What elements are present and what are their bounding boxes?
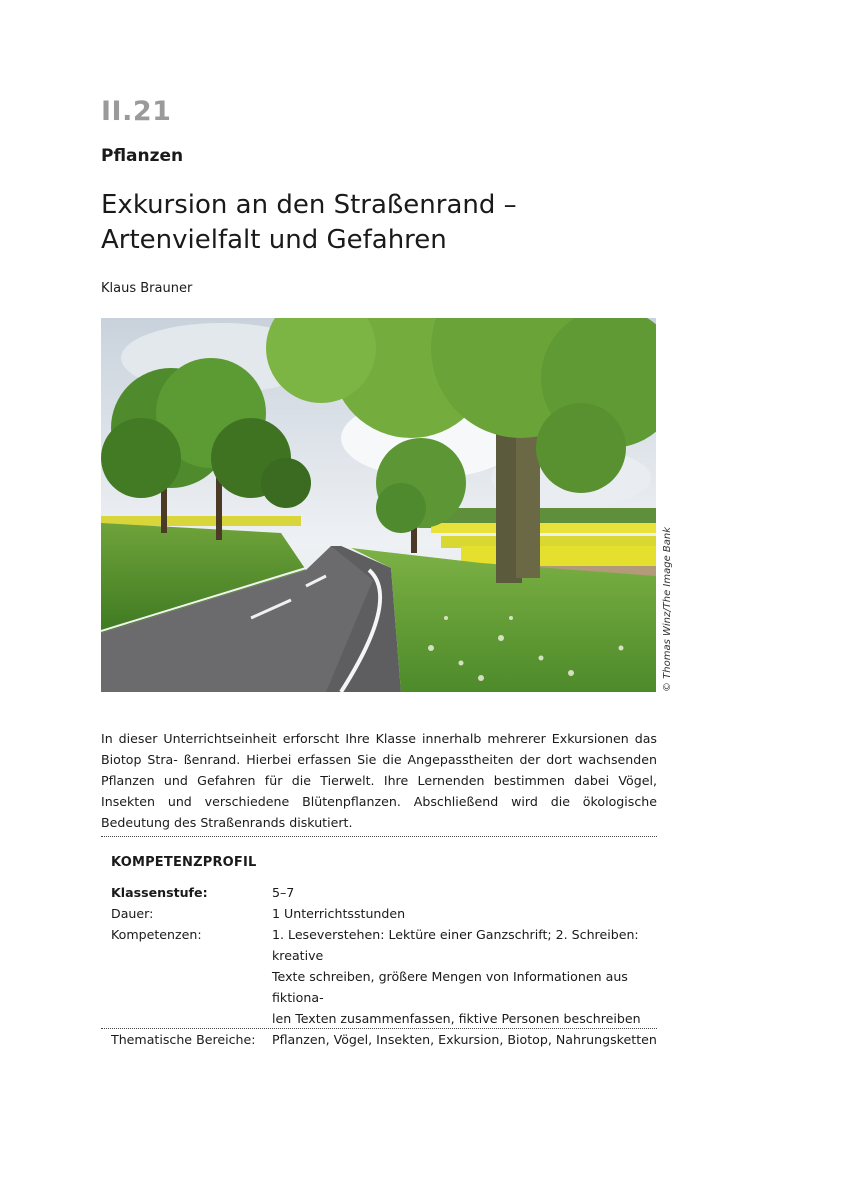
profile-value-line: Pflanzen, Vögel, Insekten, Exkursion, Biotop, Nahrungsketten	[272, 1032, 657, 1047]
profile-value-line: 5–7	[272, 885, 295, 900]
landscape-photo	[101, 318, 656, 692]
profile-value-line: Texte schreiben, größere Mengen von Informationen aus fiktiona-	[272, 969, 628, 1005]
profile-value	[272, 882, 657, 903]
profile-value-line: 1 Unterrichtsstunden	[272, 906, 406, 921]
intro-line: die Tierwelt. Ihre Lernenden bestimmen dabei Vögel, Insekten und verschiedene Blütenpflanzen.	[101, 773, 657, 809]
profile-value-line: len Texten zusammenfassen, fiktive Personen beschreiben	[272, 1011, 641, 1026]
profile-label: Klassenstufe:	[111, 885, 208, 900]
profile-heading: KOMPETENZPROFIL	[111, 855, 257, 870]
profile-value	[272, 924, 657, 1029]
profile-row	[111, 1029, 657, 1050]
competence-profile	[111, 855, 657, 1050]
profile-value-line: 1. Leseverstehen: Lektüre einer Ganzschrift; 2. Schreiben: kreative	[272, 927, 639, 963]
intro-line: Abschließend wird die ökologische Bedeutung des Straßenrands diskutiert.	[101, 794, 657, 830]
profile-row	[111, 882, 657, 903]
profile-row	[111, 924, 657, 1029]
chapter-number: II.21	[101, 96, 172, 127]
divider-top	[101, 836, 657, 837]
intro-line: ßenrand. Hierbei erfassen Sie die Angepasstheiten der dort wachsenden Pflanzen und Gefahren für	[101, 752, 657, 788]
photo-illustration	[101, 318, 656, 692]
page-title	[101, 188, 661, 258]
profile-label: Dauer:	[111, 906, 154, 921]
profile-label: Thematische Bereiche:	[111, 1032, 256, 1047]
profile-row	[111, 903, 657, 924]
profile-label: Kompetenzen:	[111, 927, 202, 942]
intro-line: In dieser Unterrichtseinheit erforscht Ihre Klasse innerhalb mehrerer Exkursionen das Biotop Stra-	[101, 731, 657, 767]
title-line: Exkursion an den Straßenrand –	[101, 190, 517, 220]
profile-value	[272, 1029, 657, 1050]
photo-credit: © Thomas Winz/The Image Bank	[662, 526, 673, 692]
intro-text	[101, 728, 657, 833]
category-label: Pflanzen	[101, 146, 184, 166]
author: Klaus Brauner	[101, 281, 193, 296]
profile-value	[272, 903, 657, 924]
title-line: Artenvielfalt und Gefahren	[101, 225, 447, 255]
divider-bottom	[101, 1028, 657, 1029]
